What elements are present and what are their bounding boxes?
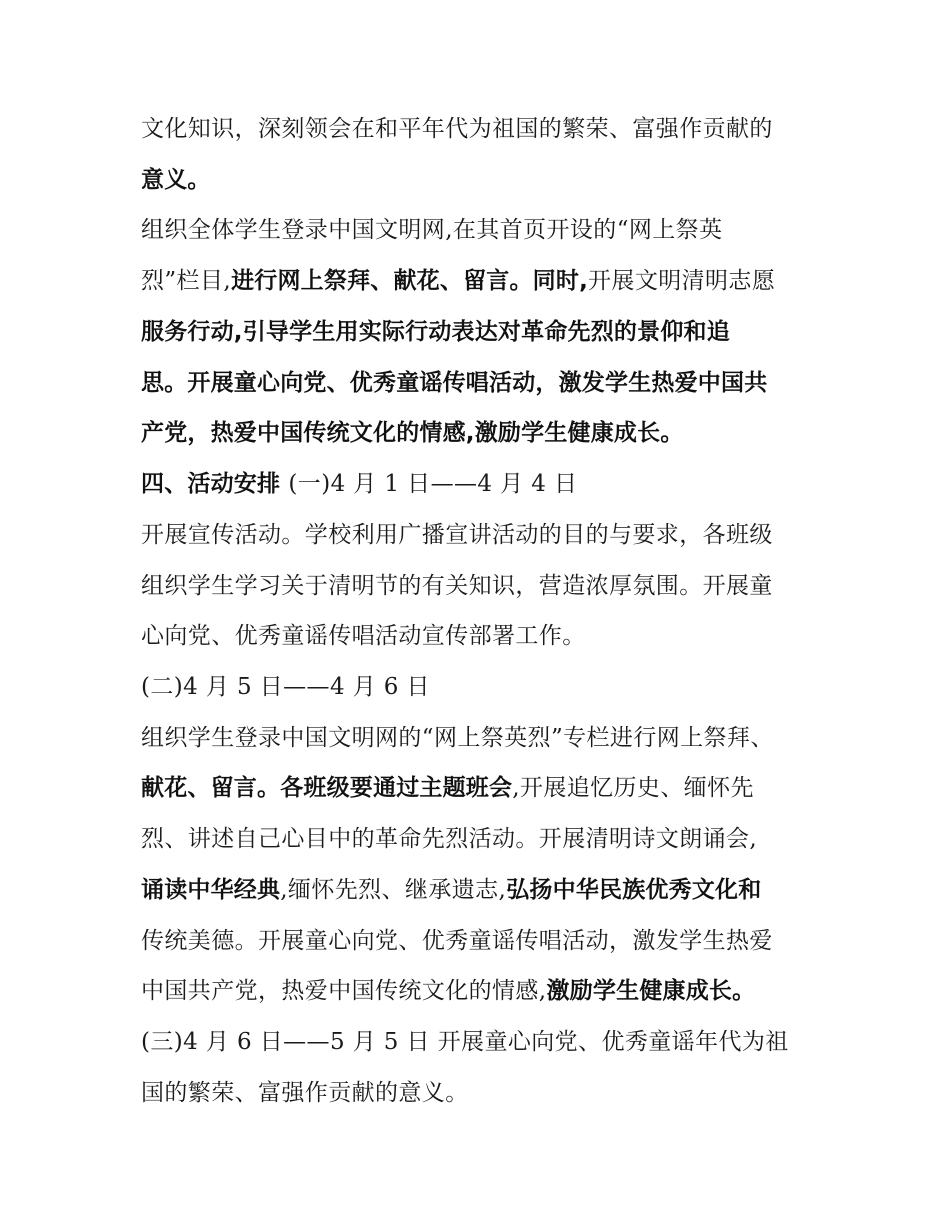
- text-run: 心向党、优秀童谣传唱活动宣传部署工作。: [141, 623, 586, 649]
- text-line: [141, 875, 761, 905]
- text-line: [141, 520, 773, 550]
- text-run: 传统美德。开展童心向党、优秀童谣传唱活动，激发学生热爱: [141, 928, 773, 954]
- text-line: [141, 1078, 469, 1108]
- subheading-line: [141, 1027, 789, 1057]
- text-run-bold: 进行网上祭拜、献花、留言。同时,: [231, 268, 589, 294]
- text-run-bold: 服务行动,引导学生用实际行动表达对革命先烈的景仰和追: [141, 319, 730, 345]
- text-line: [141, 926, 773, 956]
- text-line: [141, 571, 773, 601]
- text-run: 国的繁荣、富强作贡献的意义。: [141, 1080, 469, 1106]
- text-line: [141, 418, 684, 448]
- text-run: 组织全体学生登录中国文明网,在其首页开设的“网上祭英: [141, 217, 723, 243]
- text-run-bold: 诵读中华经典: [141, 877, 281, 903]
- text-line: [141, 114, 773, 144]
- text-line: [141, 165, 211, 195]
- text-run: ,开展追忆历史、缅怀先: [512, 775, 754, 801]
- text-run: (三)4 月 6 日——5 月 5 日 开展童心向党、优秀童谣年代为祖: [141, 1029, 789, 1055]
- text-run-bold: 激励学生健康成长。: [546, 978, 756, 1004]
- section-heading: 四、活动安排: [141, 471, 289, 497]
- text-line: [141, 621, 586, 651]
- text-run: 烈”栏目,: [141, 268, 232, 294]
- text-run: 组织学生学习关于清明节的有关知识，营造浓厚氛围。开展童: [141, 573, 773, 599]
- text-run: 开展宣传活动。学校利用广播宣讲活动的目的与要求，各班级: [141, 522, 773, 548]
- text-run: 中国共产党，热爱中国传统文化的情感,: [141, 978, 547, 1004]
- subheading-line: [141, 672, 430, 702]
- text-line: [141, 368, 767, 398]
- text-line: [141, 215, 722, 245]
- text-line: [141, 773, 754, 803]
- text-line: [141, 824, 757, 854]
- text-run: ,缅怀先烈、继承遗志,: [280, 877, 507, 903]
- text-run: 烈、讲述自己心目中的革命先烈活动。开展清明诗文朗诵会,: [141, 826, 758, 852]
- text-run-bold: 产党，热爱中国传统文化的情感,激励学生健康成长。: [141, 420, 684, 446]
- text-run-bold: 意义。: [141, 167, 211, 193]
- text-line: [141, 266, 775, 296]
- text-run: 文化知识，深刻领会在和平年代为祖国的繁荣、富强作贡献的: [141, 116, 773, 142]
- text-run: 开展文明清明志愿: [588, 268, 776, 294]
- text-line: [141, 723, 774, 753]
- text-run-bold: 献花、留言。各班级要通过主题班会: [141, 775, 513, 801]
- text-run-bold: 思。开展童心向党、优秀童谣传唱活动，激发学生热爱中国共: [141, 370, 768, 396]
- text-line: [141, 317, 730, 347]
- section-heading-line: [141, 469, 577, 499]
- text-run: 组织学生登录中国文明网的“网上祭英烈”专栏进行网上祭拜、: [141, 725, 774, 751]
- date-range: (一)4 月 1 日——4 月 4 日: [288, 471, 578, 497]
- date-range: (二)4 月 5 日——4 月 6 日: [141, 674, 430, 700]
- text-run-bold: 弘扬中华民族优秀文化和: [506, 877, 762, 903]
- text-line: [141, 976, 755, 1006]
